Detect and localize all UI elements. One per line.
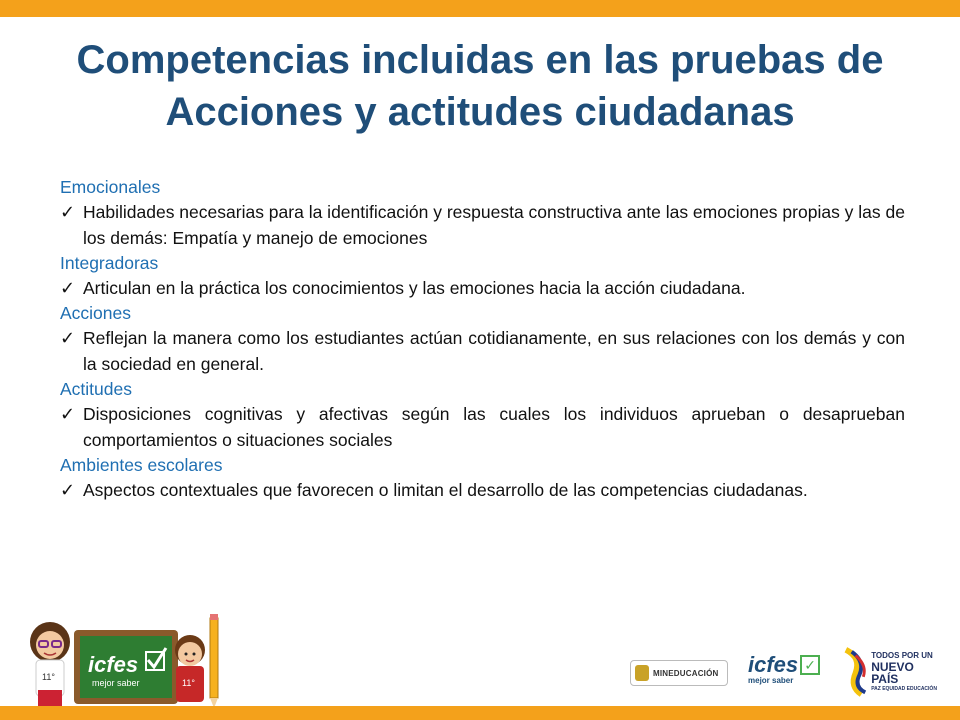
bullet-text: Articulan en la práctica los conocimientos y las emociones hacia la acción ciudadana. — [83, 278, 746, 298]
colombia-flag-icon — [842, 647, 867, 697]
bullet-text: Aspectos contextuales que favorecen o limitan el desarrollo de las competencias ciudadanas. — [83, 480, 808, 500]
section-heading: Ambientes escolares — [60, 455, 223, 475]
title-line-1: Competencias incluidas en las pruebas de — [76, 38, 884, 82]
svg-text:11°: 11° — [182, 678, 195, 688]
icfes-logo-text: icfes — [748, 652, 799, 677]
checkmark-icon: ✓ — [60, 278, 76, 298]
section-heading: Acciones — [60, 303, 132, 323]
gov-line-2: NUEVO PAÍS — [871, 660, 914, 686]
bullet-item — [60, 325, 905, 377]
section-actitudes — [60, 377, 905, 453]
gov-line-3: PAZ EQUIDAD EDUCACIÓN — [871, 686, 937, 692]
checkmark-icon: ✓ — [60, 404, 76, 424]
bullet-text: Habilidades necesarias para la identificación y respuesta constructiva ante las emociones propias y las de los demás: Empatía y manejo de emociones — [83, 202, 905, 248]
section-heading: Actitudes — [60, 379, 132, 399]
students-illustration — [18, 612, 223, 712]
section-heading: Emocionales — [60, 177, 161, 197]
government-logo — [842, 643, 942, 701]
top-accent-bar — [0, 0, 960, 17]
bullet-item — [60, 477, 905, 503]
competencies-list — [60, 175, 905, 503]
slide-title — [40, 34, 920, 138]
bullet-text: Reflejan la manera como los estudiantes actúan cotidianamente, en sus relaciones con los demás y con la sociedad en general. — [83, 328, 905, 374]
girl-illustration — [30, 622, 70, 708]
checkmark-icon: ✓ — [60, 480, 76, 500]
bullet-item — [60, 401, 905, 453]
colombia-shield-icon — [635, 665, 649, 681]
check-box-icon: ✓ — [800, 655, 820, 675]
board-logo-text: icfes — [88, 652, 139, 677]
boy-illustration — [175, 635, 205, 702]
title-line-2: Acciones y actitudes ciudadanas — [165, 90, 795, 134]
mineducacion-text: MINEDUCACIÓN — [653, 668, 719, 678]
pencil-icon — [210, 614, 218, 708]
section-heading: Integradoras — [60, 253, 159, 273]
checkmark-icon: ✓ — [60, 202, 76, 222]
bullet-item — [60, 275, 905, 301]
bullet-text: Disposiciones cognitivas y afectivas según las cuales los individuos aprueban o desaprueban comportamientos o situaciones sociales — [83, 404, 905, 450]
bullet-item — [60, 199, 905, 251]
chalkboard — [74, 630, 178, 704]
gov-text-block — [871, 652, 942, 692]
checkmark-icon: ✓ — [60, 328, 76, 348]
section-ambientes-escolares — [60, 453, 905, 503]
section-acciones — [60, 301, 905, 377]
section-emocionales — [60, 175, 905, 251]
section-integradoras — [60, 251, 905, 301]
board-logo-sub: mejor saber — [92, 678, 140, 688]
icfes-logo — [748, 654, 824, 690]
icfes-logo-sub: mejor saber — [748, 676, 794, 685]
gov-line-1: TODOS POR UN — [871, 651, 933, 660]
mineducacion-logo — [630, 660, 728, 686]
bottom-accent-bar — [0, 706, 960, 720]
svg-text:11°: 11° — [42, 672, 55, 682]
